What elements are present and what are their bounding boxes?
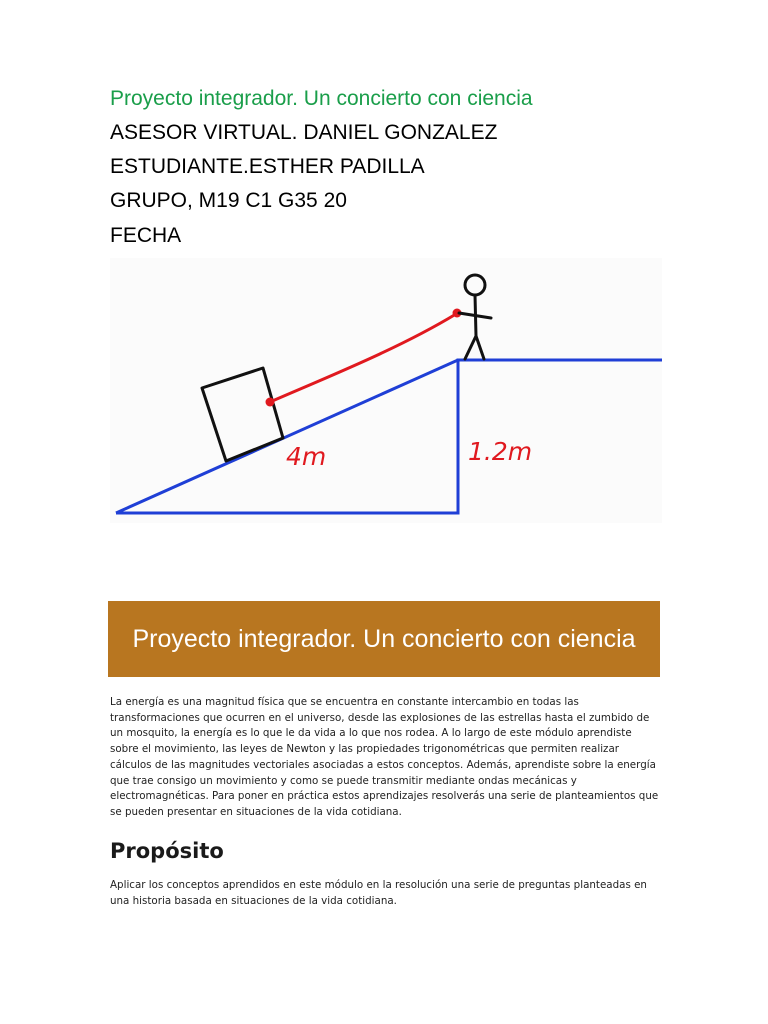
student-line: ESTUDIANTE.ESTHER PADILLA [110,155,425,178]
inclined-plane-figure [110,258,662,523]
figure-background [110,258,662,523]
advisor-line: ASESOR VIRTUAL. DANIEL GONZALEZ [110,121,498,144]
section-banner [108,601,660,677]
ramp-length-label: 4m [286,442,327,471]
banner-title: Proyecto integrador. Un concierto con ciencia [132,625,636,653]
purpose-heading: Propósito [110,839,224,863]
height-label: 1.2m [468,437,533,466]
date-label: FECHA [110,224,182,247]
intro-paragraph: La energía es una magnitud física que se encuentra en constante intercambio en todas las transformaciones que ocurren en el universo, desde las explosiones de las estrellas hasta el zumbido de un mosquito, la energía es lo que le da vida a lo que nos rodea. A lo largo de este módulo aprendiste sobre el movimiento, las leyes de Newton y las propiedades trigonométricas que permiten realizar cálculos de las magnitudes vectoriales asociadas a estos conceptos. Además, aprendiste sobre la energía que trae consigo un movimiento y como se puede transmitir mediante ondas mecánicas y electromagnéticas. Para poner en práctica estos aprendizajes resolverás una serie de planteamientos que se pueden presentar en situaciones de la vida cotidiana. [110,696,659,818]
group-line: GRUPO, M19 C1 G35 20 [110,189,347,212]
rope-attachment-box [266,398,275,407]
document-title: Proyecto integrador. Un concierto con ciencia [110,87,533,110]
purpose-paragraph: Aplicar los conceptos aprendidos en este módulo en la resolución una serie de preguntas planteadas en una historia basada en situaciones de la vida cotidiana. [110,879,647,907]
